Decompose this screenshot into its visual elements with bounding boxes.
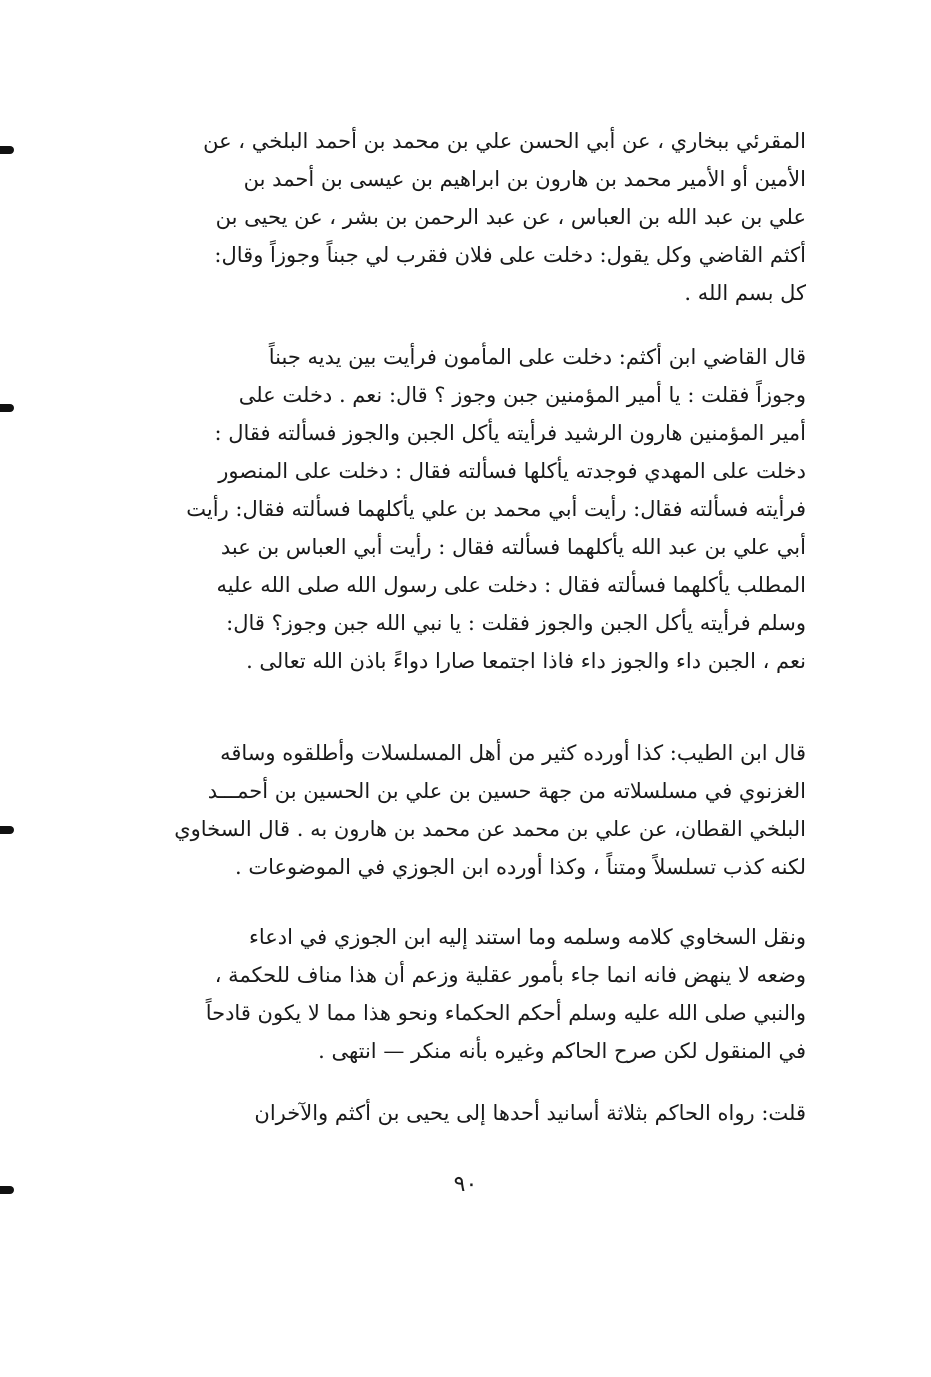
text-line: نعم ، الجبن داء والجوز داء فاذا اجتمعا صارا دواءً باذن الله تعالى . <box>246 649 806 673</box>
text-line: والنبي صلى الله عليه وسلم أحكم الحكماء ونحو هذا مما لا يكون قادحاً <box>205 1001 806 1025</box>
text-line: المطلب يأكلهما فسألته فقال : دخلت على رسول الله صلى الله عليه <box>216 573 806 597</box>
text-line: ونقل السخاوي كلامه وسلمه وما استند إليه ابن الجوزي في ادعاء <box>248 925 806 949</box>
text-line: الغزنوي في مسلسلاته من جهة حسين بن علي بن الحسين بن أحمـــد <box>207 779 806 803</box>
text-line: فرأيته فسألته فقال: رأيت أبي محمد بن علي يأكلهما فسألته فقال: رأيت <box>186 497 806 521</box>
text-line: أمير المؤمنين هارون الرشيد فرأيته يأكل الجبن والجوز فسألته فقال : <box>214 421 806 445</box>
text-line: قال ابن الطيب: كذا أورده كثير من أهل المسلسلات وأطلقوه وساقه <box>220 741 806 765</box>
margin-mark <box>0 146 14 154</box>
text-line: لكنه كذب تسلسلاً ومتناً ، وكذا أورده ابن الجوزي في الموضوعات . <box>234 855 806 879</box>
paragraph-2 <box>130 338 806 680</box>
margin-mark <box>0 826 14 834</box>
paragraph-5 <box>130 1094 806 1132</box>
text-line: وضعه لا ينهض فانه انما جاء بأمور عقلية وزعم أن هذا مناف للحكمة ، <box>214 963 806 987</box>
text-line: قال القاضي ابن أكثم: دخلت على المأمون فرأيت بين يديه جبناً <box>268 345 806 369</box>
text-line: وسلم فرأيته يأكل الجبن والجوز فقلت : يا نبي الله جبن وجوز؟ قال: <box>226 611 806 635</box>
margin-mark <box>0 404 14 412</box>
text-line: المقرئي ببخاري ، عن أبي الحسن علي بن محمد بن أحمد البلخي ، عن <box>203 129 806 153</box>
text-line: أبي علي بن عبد الله يأكلهما فسألته فقال : رأيت أبي العباس بن عبد <box>220 535 806 559</box>
text-line: أكثم القاضي وكل يقول: دخلت على فلان فقرب لي جبناً وجوزاً وقال: <box>214 243 806 267</box>
text-line: كل بسم الله . <box>684 281 806 305</box>
paragraph-1 <box>130 122 806 312</box>
text-line: البلخي القطان، عن علي بن محمد عن محمد بن هارون به . قال السخاوي <box>174 817 806 841</box>
paragraph-3 <box>130 734 806 886</box>
text-line: وجوزاً فقلت : يا أمير المؤمنين جبن وجوز ؟ قال: نعم . دخلت على <box>238 383 806 407</box>
text-line: قلت: رواه الحاكم بثلاثة أسانيد أحدها إلى يحيى بن أكثم والآخران <box>254 1101 806 1125</box>
paragraph-4 <box>130 918 806 1070</box>
page-number: ٩٠ <box>453 1172 478 1197</box>
text-line: في المنقول لكن صرح الحاكم وغيره بأنه منكر — انتهى . <box>318 1039 806 1063</box>
text-line: الأمين أو الأمير محمد بن هارون بن ابراهيم بن عيسى بن أحمد بن <box>243 167 806 191</box>
text-line: علي بن عبد الله بن العباس ، عن عبد الرحمن بن بشر ، عن يحيى بن <box>215 205 806 229</box>
text-line: دخلت على المهدي فوجدته يأكلها فسألته فقال : دخلت على المنصور <box>218 459 806 483</box>
